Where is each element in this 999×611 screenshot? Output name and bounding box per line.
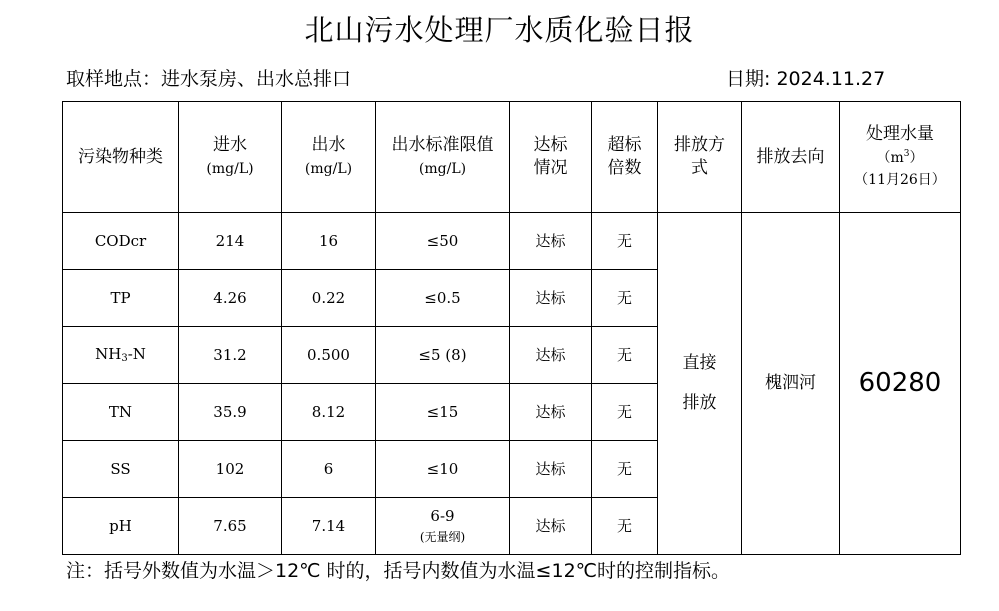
limit-cell: 6-9 (无量纲) xyxy=(376,498,510,555)
compliance-cell: 达标 xyxy=(510,441,592,498)
compliance-cell: 达标 xyxy=(510,327,592,384)
limit-cell: ≤50 xyxy=(376,213,510,270)
header-limit: 出水标准限值 (mg/L) xyxy=(376,102,510,213)
outflow-cell: 16 xyxy=(282,213,376,270)
header-compliance: 达标 情况 xyxy=(510,102,592,213)
table-row xyxy=(63,213,961,270)
compliance-cell: 达标 xyxy=(510,270,592,327)
pollutant-cell: pH xyxy=(63,498,179,555)
report-title: 北山污水处理厂水质化验日报 xyxy=(304,13,695,47)
exceed-cell: 无 xyxy=(592,270,658,327)
discharge-method: 直接 排放 xyxy=(658,213,742,555)
exceed-cell: 无 xyxy=(592,213,658,270)
exceed-cell: 无 xyxy=(592,441,658,498)
limit-cell: ≤10 xyxy=(376,441,510,498)
header-method: 排放方 式 xyxy=(658,102,742,213)
compliance-cell: 达标 xyxy=(510,213,592,270)
header-volume: 处理水量 $(m^3)$ （11月26日） xyxy=(840,102,961,213)
discharge-destination: 槐泗河 xyxy=(742,213,840,555)
pollutant-cell: CODcr xyxy=(63,213,179,270)
pollutant-cell: TP xyxy=(63,270,179,327)
header-inflow: 进水 (mg/L) xyxy=(179,102,282,213)
inflow-cell: 214 xyxy=(179,213,282,270)
exceed-cell: 无 xyxy=(592,384,658,441)
outflow-cell: 6 xyxy=(282,441,376,498)
report-date: 日期: 2024.11.27 xyxy=(726,68,886,90)
treated-volume: 60280 xyxy=(840,213,961,555)
inflow-cell: 35.9 xyxy=(179,384,282,441)
inflow-cell: 31.2 xyxy=(179,327,282,384)
water-quality-table xyxy=(62,101,961,555)
footnote: 注：括号外数值为水温＞12℃ 时的，括号内数值为水温≤12℃时的控制指标。 xyxy=(66,560,730,582)
header-destination: 排放去向 xyxy=(742,102,840,213)
compliance-cell: 达标 xyxy=(510,498,592,555)
sample-location: 取样地点：进水泵房、出水总排口 xyxy=(66,68,352,90)
compliance-cell: 达标 xyxy=(510,384,592,441)
outflow-cell: 8.12 xyxy=(282,384,376,441)
limit-cell: ≤5 (8) xyxy=(376,327,510,384)
outflow-cell: 0.500 xyxy=(282,327,376,384)
limit-cell: ≤0.5 xyxy=(376,270,510,327)
limit-cell: ≤15 xyxy=(376,384,510,441)
header-pollutant: 污染物种类 xyxy=(63,102,179,213)
header-exceed: 超标 倍数 xyxy=(592,102,658,213)
inflow-cell: 4.26 xyxy=(179,270,282,327)
outflow-cell: 7.14 xyxy=(282,498,376,555)
inflow-cell: 102 xyxy=(179,441,282,498)
pollutant-cell: SS xyxy=(63,441,179,498)
exceed-cell: 无 xyxy=(592,327,658,384)
header-row xyxy=(63,102,961,213)
header-outflow: 出水 (mg/L) xyxy=(282,102,376,213)
pollutant-cell: $NH_3-N$ xyxy=(63,327,179,384)
exceed-cell: 无 xyxy=(592,498,658,555)
pollutant-cell: TN xyxy=(63,384,179,441)
outflow-cell: 0.22 xyxy=(282,270,376,327)
inflow-cell: 7.65 xyxy=(179,498,282,555)
